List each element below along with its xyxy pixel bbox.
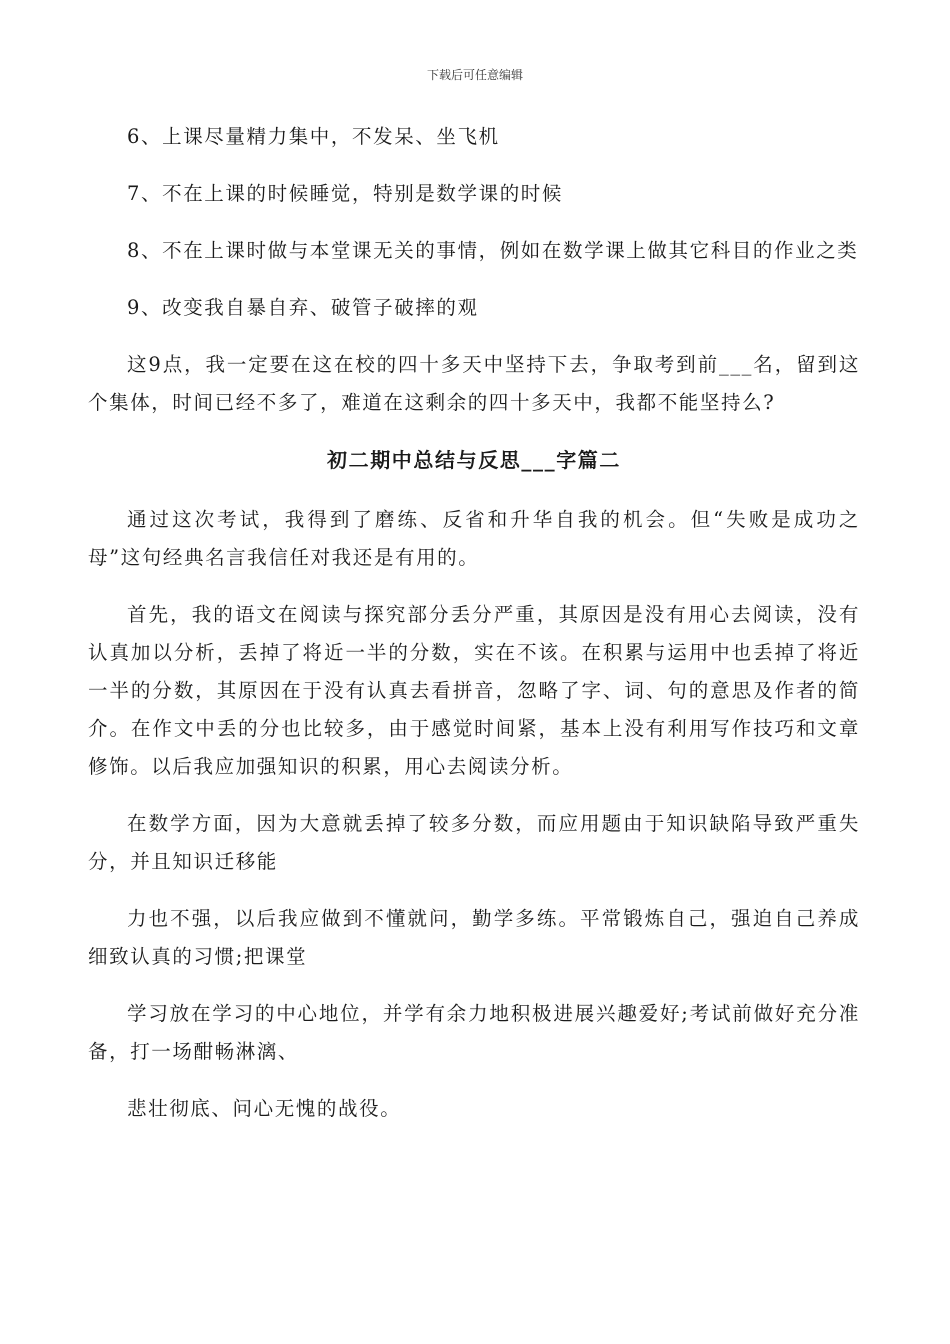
section-heading: 初二期中总结与反思___字篇二	[327, 448, 621, 472]
paragraph: 9、改变我自暴自弃、破管子破摔的观	[127, 296, 479, 319]
document-body	[88, 118, 860, 1147]
paragraph: 8、不在上课时做与本堂课无关的事情，例如在数学课上做其它科目的作业之类	[127, 239, 859, 262]
page-header: 下载后可任意编辑	[426, 68, 523, 82]
paragraph: 通过这次考试，我得到了磨练、反省和升华自我的机会。但“失败是成功之母”这句经典名言我信任对我还是有用的。	[88, 508, 860, 569]
paragraph: 7、不在上课的时候睡觉，特别是数学课的时候	[127, 182, 564, 205]
paragraph: 悲壮彻底、问心无愧的战役。	[127, 1097, 402, 1120]
paragraph: 力也不强，以后我应做到不懂就问，勤学多练。平常锻炼自己，强迫自己养成细致认真的习惯;把课堂	[88, 907, 860, 968]
paragraph: 6、上课尽量精力集中，不发呆、坐飞机	[127, 125, 500, 148]
paragraph: 首先，我的语文在阅读与探究部分丢分严重，其原因是没有用心去阅读，没有认真加以分析，丢掉了将近一半的分数，实在不该。在积累与运用中也丢掉了将近一半的分数，其原因在于没有认真去看拼音，忽略了字、词、句的意思及作者的简介。在作文中丢的分也比较多，由于感觉时间紧，基本上没有利用写作技巧和文章修饰。以后我应加强知识的积累，用心去阅读分析。	[88, 603, 860, 778]
paragraph: 这9点，我一定要在这在校的四十多天中坚持下去，争取考到前___名，留到这个集体，时间已经不多了，难道在这剩余的四十多天中，我都不能坚持么?	[88, 353, 860, 414]
paragraph: 在数学方面，因为大意就丢掉了较多分数，而应用题由于知识缺陷导致严重失分，并且知识迁移能	[88, 812, 860, 873]
paragraph: 学习放在学习的中心地位，并学有余力地积极进展兴趣爱好;考试前做好充分准备，打一场酣畅淋漓、	[88, 1002, 860, 1063]
